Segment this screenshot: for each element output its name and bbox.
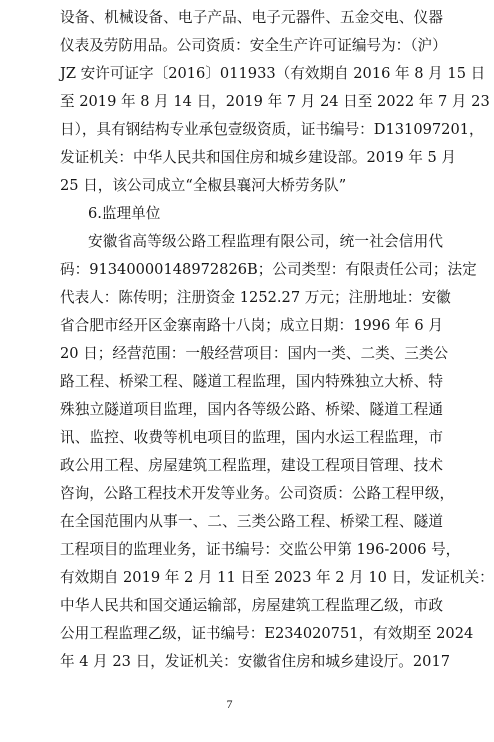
text-line: 殊独立隧道项目监理，国内各等级公路、桥梁、隧道工程通 xyxy=(60,401,443,418)
text-line: 中华人民共和国交通运输部，房屋建筑工程监理乙级，市政 xyxy=(60,597,443,614)
text-line: 省合肥市经开区金寨南路十八岗；成立日期：1996 年 6 月 xyxy=(60,317,443,334)
text-line: 25 日，该公司成立“全椒县襄河大桥劳务队” xyxy=(60,177,347,194)
page-number: 7 xyxy=(226,697,233,711)
text-line: 日），具有钢结构专业承包壹级资质，证书编号：D131097201， xyxy=(60,121,484,138)
text-line: JZ 安许可证字〔2016〕011933（有效期自 2016 年 8 月 15 日 xyxy=(60,65,486,82)
text-line: 发证机关：中华人民共和国住房和城乡建设部。2019 年 5 月 xyxy=(60,149,457,166)
text-line: 20 日；经营范围：一般经营项目：国内一类、二类、三类公 xyxy=(60,345,449,362)
text-line: 工程项目的监理业务，证书编号：交监公甲第 196-2006 号， xyxy=(60,541,461,558)
text-line: 讯、监控、收费等机电项目的监理，国内水运工程监理，市 xyxy=(60,429,443,446)
text-line: 路工程、桥梁工程、隧道工程监理，国内特殊独立大桥、特 xyxy=(60,373,443,390)
text-line: 咨询，公路工程技术开发等业务。公司资质：公路工程甲级， xyxy=(60,485,455,502)
text-line: 设备、机械设备、电子产品、电子元器件、五金交电、仪器 xyxy=(60,9,443,26)
text-line: 公用工程监理乙级，证书编号：E234020751，有效期至 2024 xyxy=(60,625,474,642)
text-line: 有效期自 2019 年 2 月 11 日至 2023 年 2 月 10 日，发证机关： xyxy=(60,569,494,586)
text-line: 安徽省高等级公路工程监理有限公司，统一社会信用代 xyxy=(88,233,443,250)
text-line: 在全国范围内从事一、二、三类公路工程、桥梁工程、隧道 xyxy=(60,513,443,530)
section-heading: 6.监理单位 xyxy=(88,205,161,222)
text-line: 年 4 月 23 日，发证机关：安徽省住房和城乡建设厅。2017 xyxy=(60,653,451,670)
text-line: 仪表及劳防用品。公司资质：安全生产许可证编号为：（沪） xyxy=(60,37,447,54)
text-line: 码：91340000148972826B；公司类型：有限责任公司；法定 xyxy=(60,261,477,278)
text-line: 代表人：陈传明；注册资金 1252.27 万元；注册地址：安徽 xyxy=(60,289,451,306)
text-line: 至 2019 年 8 月 14 日，2019 年 7 月 24 日至 2022 年 7 月 23 xyxy=(60,93,490,110)
text-line: 政公用工程、房屋建筑工程监理，建设工程项目管理、技术 xyxy=(60,457,443,474)
